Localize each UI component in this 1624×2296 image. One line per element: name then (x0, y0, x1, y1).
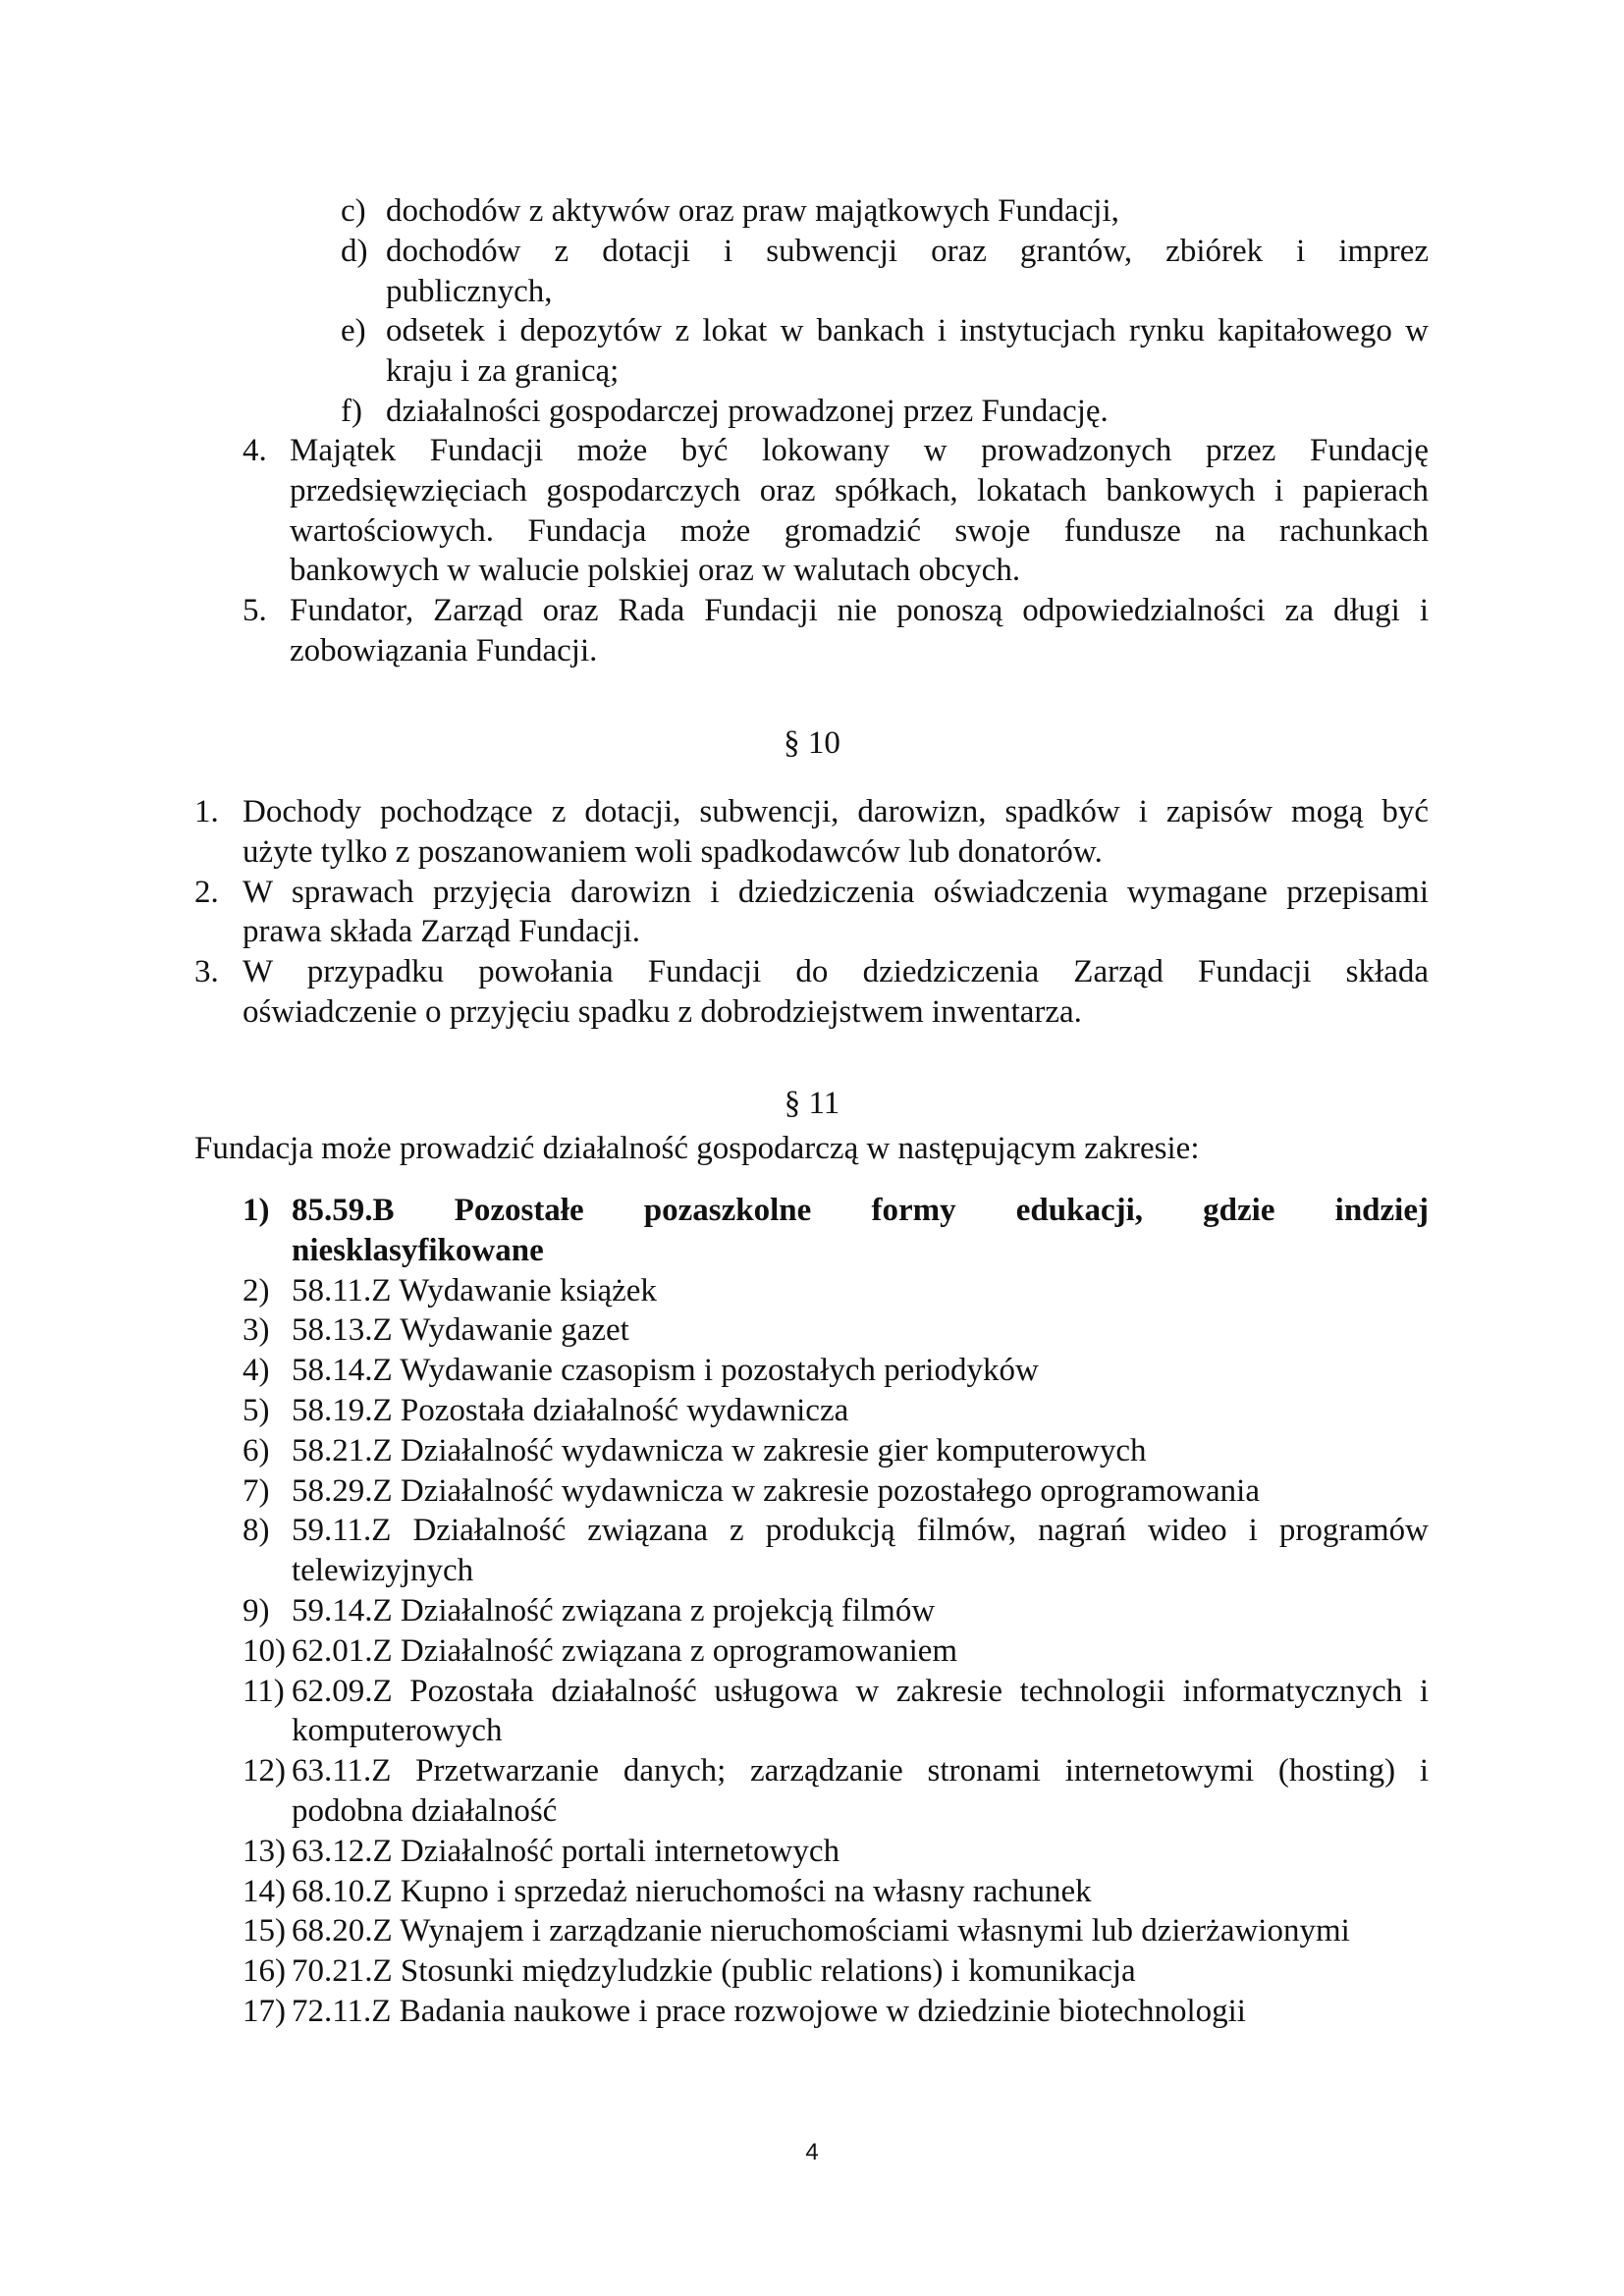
activity-item-marker: 15) (243, 1913, 286, 1949)
numbered-item-text-line: Fundator, Zarząd oraz Rada Fundacji nie ponoszą odpowiedzialności za długi i (290, 593, 1429, 629)
section-10-heading: § 10 (784, 725, 840, 761)
activity-item-text-line: 63.12.Z Działalność portali internetowych (292, 1833, 840, 1869)
subitem-marker: d) (341, 233, 368, 269)
activity-item-text-line: 58.29.Z Działalność wydawnicza w zakresie pozostałego oprogramowania (292, 1472, 1260, 1509)
activity-item-text-line: 72.11.Z Badania naukowe i prace rozwojowe w dziedzinie biotechnologii (292, 1994, 1246, 2029)
section-11-heading: § 11 (784, 1086, 840, 1121)
subitem-text-line: kraju i za granicą; (386, 353, 620, 390)
subitem-text-line: dochodów z aktywów oraz praw majątkowych Fundacji, (386, 193, 1119, 229)
numbered-item-text-line: zobowiązania Fundacji. (290, 633, 598, 668)
activity-item-marker: 13) (243, 1833, 286, 1869)
activity-item-text-line: 63.11.Z Przetwarzanie danych; zarządzanie stronami internetowymi (hosting) i (292, 1753, 1429, 1789)
activity-item-text-line: 68.20.Z Wynajem i zarządzanie nieruchomościami własnymi lub dzierżawionymi (292, 1913, 1350, 1949)
subitem-text-line: odsetek i depozytów z lokat w bankach i instytucjach rynku kapitałowego w (386, 313, 1429, 349)
numbered-item-text-line: przedsięwzięciach gospodarczych oraz spółkach, lokatach bankowych i papierach (290, 472, 1429, 508)
numbered-item-marker: 2. (194, 874, 219, 910)
page-number: 4 (805, 2139, 819, 2165)
numbered-item-text-line: prawa składa Zarząd Fundacji. (243, 914, 640, 950)
activity-item-marker: 7) (243, 1472, 270, 1509)
numbered-item-text-line: użyte tylko z poszanowaniem woli spadkodawców lub donatorów. (243, 833, 1103, 870)
activity-item-text-line: 68.10.Z Kupno i sprzedaż nieruchomości na własny rachunek (292, 1873, 1092, 1909)
activity-item-marker: 9) (243, 1593, 270, 1629)
activity-item-marker: 16) (243, 1953, 286, 1990)
subitem-text-line: dochodów z dotacji i subwencji oraz grantów, zbiórek i imprez (386, 233, 1429, 269)
activity-item-marker: 3) (243, 1312, 270, 1349)
numbered-item-text-line: wartościowych. Fundacja może gromadzić swoje fundusze na rachunkach (290, 512, 1429, 549)
activity-item-marker: 6) (243, 1432, 270, 1468)
numbered-item-marker: 1. (194, 794, 219, 829)
activity-item-marker: 2) (243, 1272, 270, 1308)
subitem-marker: e) (341, 313, 366, 349)
activity-item-text-line: 70.21.Z Stosunki międzyludzkie (public relations) i komunikacja (292, 1953, 1136, 1990)
activity-item-text-line: telewizyjnych (292, 1553, 474, 1589)
numbered-item-text-line: W przypadku powołania Fundacji do dziedziczenia Zarząd Fundacji składa (243, 954, 1429, 990)
activity-item-marker: 10) (243, 1632, 286, 1669)
numbered-item-text-line: Dochody pochodzące z dotacji, subwencji, darowizn, spadków i zapisów mogą być (243, 794, 1429, 829)
activity-item-marker: 14) (243, 1873, 286, 1909)
subitem-marker: c) (341, 193, 366, 229)
section-11-intro: Fundacja może prowadzić działalność gospodarczą w następującym zakresie: (194, 1131, 1200, 1166)
activity-item-marker: 4) (243, 1353, 270, 1389)
numbered-item-text-line: oświadczenie o przyjęciu spadku z dobrodziejstwem inwentarza. (243, 994, 1082, 1030)
activity-item-marker: 1) (243, 1193, 270, 1228)
activity-item-marker: 12) (243, 1753, 286, 1789)
activity-item-marker: 11) (243, 1673, 285, 1709)
numbered-item-marker: 5. (243, 593, 267, 629)
activity-item-text-line: niesklasyfikowane (292, 1232, 544, 1268)
activity-item-text-line: 59.11.Z Działalność związana z produkcją filmów, nagrań wideo i programów (292, 1513, 1429, 1549)
activity-item-text-line: 58.19.Z Pozostała działalność wydawnicza (292, 1393, 849, 1428)
numbered-item-text-line: Majątek Fundacji może być lokowany w prowadzonych przez Fundację (290, 433, 1429, 468)
subitem-marker: f) (341, 394, 362, 429)
activity-item-text-line: 58.14.Z Wydawanie czasopism i pozostałych periodyków (292, 1353, 1039, 1389)
numbered-item-marker: 3. (194, 954, 219, 990)
activity-item-text-line: 58.11.Z Wydawanie książek (292, 1272, 657, 1308)
subitem-text-line: publicznych, (386, 273, 553, 309)
activity-item-text-line: 58.13.Z Wydawanie gazet (292, 1312, 629, 1349)
numbered-item-marker: 4. (243, 433, 267, 468)
activity-item-text-line: podobna działalność (292, 1793, 558, 1829)
activity-item-text-line: 58.21.Z Działalność wydawnicza w zakresie gier komputerowych (292, 1432, 1147, 1468)
activity-item-text-line: 62.09.Z Pozostała działalność usługowa w zakresie technologii informatycznych i (292, 1673, 1429, 1709)
activity-item-text-line: 59.14.Z Działalność związana z projekcją filmów (292, 1593, 936, 1629)
activity-item-text-line: 85.59.B Pozostałe pozaszkolne formy edukacji, gdzie indziej (292, 1193, 1429, 1228)
numbered-item-text-line: W sprawach przyjęcia darowizn i dziedziczenia oświadczenia wymagane przepisami (243, 874, 1429, 910)
activity-item-marker: 8) (243, 1513, 270, 1549)
activity-item-text-line: 62.01.Z Działalność związana z oprogramowaniem (292, 1632, 958, 1669)
activity-item-text-line: komputerowych (292, 1713, 503, 1749)
subitem-text-line: działalności gospodarczej prowadzonej przez Fundację. (386, 394, 1109, 429)
activity-item-marker: 17) (243, 1994, 286, 2029)
numbered-item-text-line: bankowych w walucie polskiej oraz w walutach obcych. (290, 553, 1021, 589)
activity-item-marker: 5) (243, 1393, 270, 1428)
